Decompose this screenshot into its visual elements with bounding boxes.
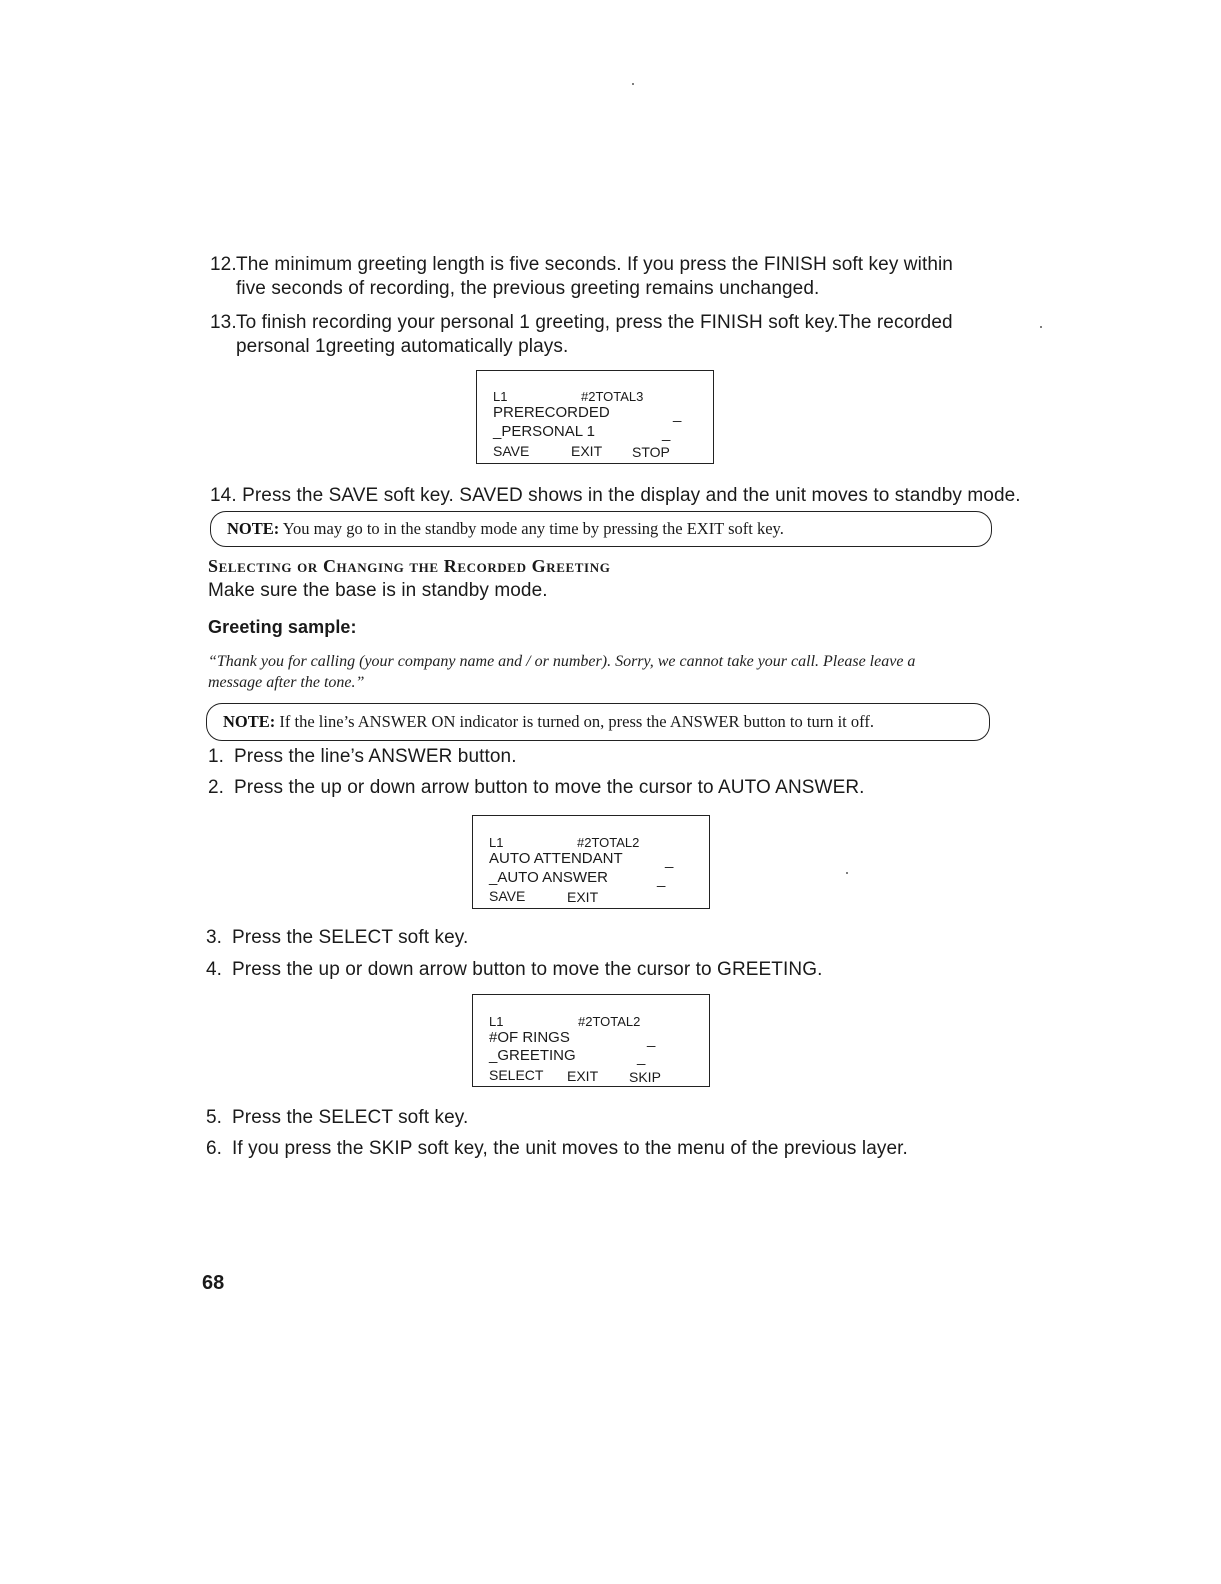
step-13 (210, 311, 990, 359)
step-1 (208, 745, 517, 769)
step-number: 12. (210, 254, 237, 275)
scan-speck (846, 872, 848, 874)
lcd-display-greeting (472, 994, 710, 1087)
lcd-cursor-mark: _ (673, 406, 682, 423)
step-text: Press the SELECT soft key. (232, 927, 469, 948)
lcd-cursor-mark: _ (662, 425, 671, 442)
note-label: NOTE: (227, 519, 280, 538)
step-text: If you press the SKIP soft key, the unit moves to the menu of the previous layer. (232, 1138, 908, 1159)
soft-key-skip: SKIP (629, 1069, 661, 1085)
step-6 (206, 1137, 908, 1161)
scan-speck (632, 83, 634, 85)
step-text: Press the up or down arrow button to move the cursor to GREETING. (232, 959, 823, 980)
soft-key-exit: EXIT (571, 443, 603, 459)
lcd-display-auto-answer (472, 815, 710, 909)
step-3 (206, 926, 468, 950)
lcd-line-option-selected: _AUTO ANSWER (489, 869, 608, 886)
lcd-line-total: #2TOTAL3 (581, 389, 644, 404)
step-text: Press the up or down arrow button to move the cursor to AUTO ANSWER. (234, 777, 865, 798)
lcd-cursor-mark: _ (637, 1049, 646, 1066)
note-text: You may go to in the standby mode any time by pressing the EXIT soft key. (282, 519, 784, 538)
step-number: 6. (206, 1138, 223, 1159)
step-text-line: To finish recording your personal 1 greeting, press the FINISH soft key.The recorded (236, 312, 953, 333)
lcd-line-option-selected: _GREETING (489, 1047, 576, 1064)
soft-key-save: SAVE (489, 888, 526, 904)
lcd-display-personal (476, 370, 714, 464)
step-14: 14. Press the SAVE soft key. SAVED shows in the display and the unit moves to standby mode. (210, 485, 1021, 506)
section-heading: Selecting or Changing the Recorded Greeting (208, 556, 611, 576)
greeting-sample-text (208, 649, 915, 696)
lcd-line-option-selected: _PERSONAL 1 (493, 423, 595, 440)
step-text: Press the SELECT soft key. (232, 1107, 469, 1128)
lcd-line-id: L1 (493, 389, 508, 404)
sample-line: “Thank you for calling (your company name and / or number). Sorry, we cannot take your call. Please leave a (208, 653, 916, 670)
lcd-line-option: #OF RINGS (489, 1029, 570, 1046)
note-text: If the line’s ANSWER ON indicator is turned on, press the ANSWER button to turn it off. (279, 712, 874, 731)
soft-key-select: SELECT (489, 1067, 544, 1083)
step-number: 4. (206, 959, 223, 980)
step-12 (210, 253, 990, 301)
step-text-line: The minimum greeting length is five seconds. If you press the FINISH soft key within (236, 254, 953, 275)
note-box-answer (206, 703, 990, 741)
step-number: 2. (208, 777, 225, 798)
step-text-line: personal 1greeting automatically plays. (236, 336, 569, 357)
lcd-cursor-mark: _ (657, 871, 666, 888)
lcd-line-total: #2TOTAL2 (578, 1014, 641, 1029)
soft-key-save: SAVE (493, 443, 530, 459)
greeting-sample-label: Greeting sample: (208, 617, 357, 637)
page-number: 68 (202, 1272, 225, 1294)
note-label: NOTE: (223, 712, 276, 731)
soft-key-exit: EXIT (567, 1068, 599, 1084)
step-2 (208, 776, 865, 800)
soft-key-exit: EXIT (567, 889, 599, 905)
lcd-line-id: L1 (489, 1014, 504, 1029)
lcd-cursor-mark: _ (665, 852, 674, 869)
step-4 (206, 958, 822, 982)
lcd-line-option: PRERECORDED (493, 404, 610, 421)
note-box-standby (210, 511, 992, 547)
lcd-line-id: L1 (489, 835, 504, 850)
lcd-line-total: #2TOTAL2 (577, 835, 640, 850)
intro-text: Make sure the base is in standby mode. (208, 580, 548, 601)
lcd-cursor-mark: _ (647, 1031, 656, 1048)
soft-key-stop: STOP (632, 444, 670, 460)
step-number: 13. (210, 312, 237, 333)
step-text: Press the line’s ANSWER button. (234, 746, 517, 767)
sample-line: message after the tone.” (208, 674, 365, 691)
step-5 (206, 1106, 468, 1130)
lcd-line-option: AUTO ATTENDANT (489, 850, 623, 867)
step-number: 5. (206, 1107, 223, 1128)
step-text-line: five seconds of recording, the previous greeting remains unchanged. (236, 278, 820, 299)
step-number: 3. (206, 927, 223, 948)
scan-speck (1040, 326, 1042, 328)
step-number: 1. (208, 746, 225, 767)
